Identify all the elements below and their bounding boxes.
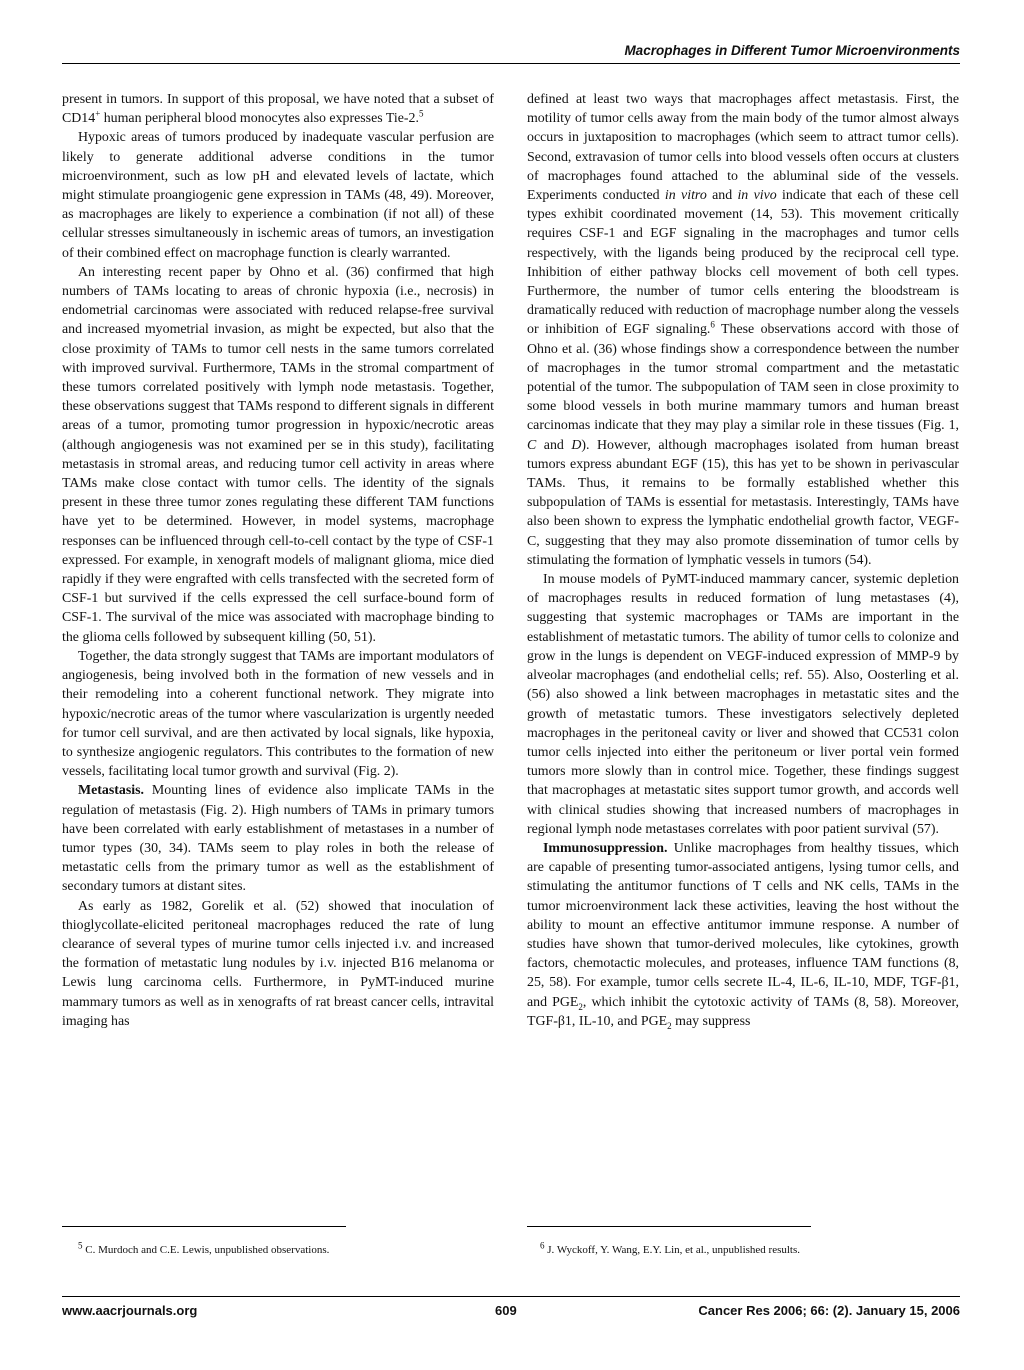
italic-term: in vitro bbox=[664, 188, 707, 204]
footnote-rule bbox=[527, 1226, 811, 1227]
running-title: Macrophages in Different Tumor Microenvironments bbox=[624, 43, 960, 58]
footnote-rule bbox=[62, 1226, 346, 1227]
subscript: 2 bbox=[578, 1001, 583, 1012]
paragraph: Hypoxic areas of tumors produced by inadequate vascular perfusion are likely to generate additional adverse conditions in the tumor microenvironment, such as low pH and elevated levels of lactate, which might stimulate proangiogenic gene expression in TAMs (48, 49). Moreover, as macrophages are likely to experience a combination (if not all) of these cellular stresses simultaneously in ischemic areas of tumors, an investigation of their combined effect on macrophage function is clearly warranted. bbox=[62, 130, 494, 261]
text-run: ). However, although macrophages isolated from human breast tumors express abundant EGF (15), this has yet to be shown in perivascular TAMs. Thus, it remains to be formally established whether this subpopulation of TAMs is essential for metastasis. Interestingly, TAMs have also been shown to express the lymphatic endothelial growth factor, VEGF-C, suggesting that they may also promote dissemination of tumor cells by stimulating the formation of lymphatic vessels in tumors (54). bbox=[527, 437, 959, 568]
text-run: and bbox=[706, 188, 738, 204]
paragraph bbox=[62, 781, 494, 896]
text-run: indicate that each of these cell types exhibit coordinated movement (14, 53). This movement critically requires CSF-1 and EGF signaling in the macrophages and tumor cells respectively, with the ligands being produced by the reciprocal cell type. Inhibition of either pathway blocks cell movement of both cell types. Furthermore, the number of tumor cells entering the bloodstream is dramatically reduced with reduction of macrophage number along the vessels or inhibition of EGF signaling. bbox=[527, 188, 959, 338]
text-run: defined at least two ways that macrophages affect metastasis. First, the motility of tumor cells away from the main body of the tumor almost always occurs in juxtaposition to macrophages (which seem to attract tumor cells). Second, extravasion of tumor cells into blood vessels often occurs at clusters of macrophages found attached to the abluminal side of the vessels. Experiments conducted bbox=[527, 92, 959, 204]
left-column bbox=[62, 90, 494, 1202]
footnote-6 bbox=[540, 1240, 972, 1257]
footnote-number: 6 bbox=[540, 1240, 545, 1251]
paragraph: Together, the data strongly suggest that TAMs are important modulators of angiogenesis, being involved both in the formation of new vessels and in their remodeling into a coherent functional network. They migrate into hypoxic/necrotic areas of the tumor where vascularization is urgently needed for tumor cell survival, and are then activated by local signals, like hypoxia, to synthesize angiogenic regulators. This contributes to the formation of new vessels, facilitating local tumor growth and survival (Fig. 2). bbox=[62, 648, 494, 780]
text-run: Mounting lines of evidence also implicate TAMs in the regulation of metastasis (Fig. 2). High numbers of TAMs in primary tumors have been correlated with early establishment of metastases in a number of tumor types (30, 34). TAMs seem to play roles in both the release of metastatic cells from the primary tumor as well as the establishment of secondary tumors at distant sites. bbox=[62, 783, 494, 895]
footnote-5 bbox=[78, 1240, 510, 1257]
italic-term: D bbox=[571, 437, 582, 453]
text-run: Unlike macrophages from healthy tissues, which are capable of presenting tumor-associated antigens, lysing tumor cells, and stimulating the antitumor functions of T cells and NK cells, TAMs in the tumor microenvironment lack these activities, leaving the host without the ability to mount an effective antitumor immune response. A number of studies have shown that tumor-derived molecules, like cytokines, growth factors, chemotactic molecules, and proteases, influence TAM functions (8, 25, 58). For example, tumor cells secrete IL-4, IL-6, IL-10, MDF, TGF-β1, and PGE bbox=[527, 840, 959, 1010]
paragraph bbox=[527, 90, 959, 570]
text-run: may suppress bbox=[671, 1013, 751, 1029]
text-run: present in tumors. In support of this proposal, we have noted that a subset of CD14 bbox=[62, 92, 494, 127]
footnote-marker: 6 bbox=[710, 319, 715, 330]
text-run: These observations accord with those of Ohno et al. (36) whose findings show a correspondence between the number of macrophages in the tumor stromal compartment and the metastatic potential of the tumor. The subpopulation of TAM seen in close proximity to some blood vessels in both murine mammary tumors and human breast carcinomas indicate that they may play a similar role in these tissues (Fig. 1, bbox=[527, 322, 959, 434]
footnote-marker: 5 bbox=[418, 108, 424, 119]
italic-term: C bbox=[527, 437, 537, 453]
page-number: 609 bbox=[495, 1303, 517, 1318]
paragraph bbox=[527, 839, 959, 1031]
citation: Cancer Res 2006; 66: (2). January 15, 2006 bbox=[698, 1303, 960, 1318]
footnote-text: J. Wyckoff, Y. Wang, E.Y. Lin, et al., unpublished results. bbox=[544, 1244, 801, 1256]
right-column bbox=[527, 90, 959, 1202]
superscript: + bbox=[95, 108, 101, 119]
text-run: , which inhibit the cytotoxic activity of TAMs (8, 58). Moreover, TGF-β1, IL-10, and PGE bbox=[527, 994, 959, 1029]
paragraph bbox=[62, 90, 494, 128]
italic-term: in vivo bbox=[737, 188, 777, 204]
header-rule bbox=[62, 63, 960, 64]
paragraph: In mouse models of PyMT-induced mammary cancer, systemic depletion of macrophages results in reduced formation of lung metastases (4), suggesting that systemic macrophages or TAMs are important in the establishment of metastatic tumors. The ability of tumor cells to colonize and grow in the lungs is dependent on VEGF-induced expression of MMP-9 by alveolar macrophages (and endothelial cells; ref. 55). Also, Oosterling et al. (56) also showed a link between macrophages in metastatic sites and the growth of metastatic tumors. These investigators selectively depleted macrophages in the peritoneal cavity or liver and showed that CC531 colon tumor cells injected into either the peritoneum or liver portal vein formed tumors more slowly than in control mice. Together, these findings suggest that macrophages at metastatic sites support tumor growth, and accords well with clinical studies showing that increased numbers of macrophages in regional lymph node metastases correlates with poor patient survival (57). bbox=[527, 572, 959, 837]
text-run: human peripheral blood monocytes also expresses Tie-2. bbox=[100, 111, 419, 127]
journal-url: www.aacrjournals.org bbox=[62, 1303, 198, 1318]
footnote-number: 5 bbox=[78, 1240, 83, 1251]
section-heading-metastasis: Metastasis. bbox=[78, 783, 144, 799]
text-run: and bbox=[536, 437, 572, 453]
subscript: 2 bbox=[667, 1020, 672, 1031]
footnote-text: C. Murdoch and C.E. Lewis, unpublished observations. bbox=[82, 1244, 330, 1256]
paragraph: An interesting recent paper by Ohno et al. (36) confirmed that high numbers of TAMs locating to areas of chronic hypoxia (i.e., necrosis) in endometrial carcinomas were associated with reduced relapse-free survival and increased myometrial invasion, as might be expected, but also that the close proximity of TAMs to tumor cell nests in the same tumors correlated with improved survival. Furthermore, TAMs in the stromal compartment of these tumors correlated positively with lymph node metastasis. Together, these observations suggest that TAMs respond to different signals in different areas of a tumor, promoting tumor progression in hypoxic/necrotic areas (although angiogenesis was not examined per se in this study), facilitating metastasis in stromal areas, and reducing tumor cell activity in areas where TAMs make close contact with tumor cells. The identity of the signals present in these three tumor zones regulating these different TAM functions have yet to be determined. However, in model systems, macrophage responses can be influenced through cell-to-cell contact by the type of CSF-1 expressed. For example, in xenograft models of malignant glioma, mice died rapidly if they were engrafted with cells transfected with the secreted form of CSF-1 but survived if the cells expressed the cell surface-bound form of CSF-1. The survival of the mice was associated with macrophage binding to the glioma cells followed by subsequent killing (50, 51). bbox=[62, 264, 494, 645]
section-heading-immunosuppression: Immunosuppression. bbox=[543, 840, 668, 856]
footer-rule bbox=[62, 1296, 960, 1297]
paragraph: As early as 1982, Gorelik et al. (52) showed that inoculation of thioglycollate-elicited peritoneal macrophages reduced the rate of lung clearance of several types of murine tumor cells injected i.v. and increased the formation of metastatic lung nodules by i.v. injected B16 melanoma or Lewis lung carcinoma cells. Furthermore, in PyMT-induced murine mammary tumors as well as in xenografts of rat breast cancer cells, intravital imaging has bbox=[62, 898, 494, 1029]
